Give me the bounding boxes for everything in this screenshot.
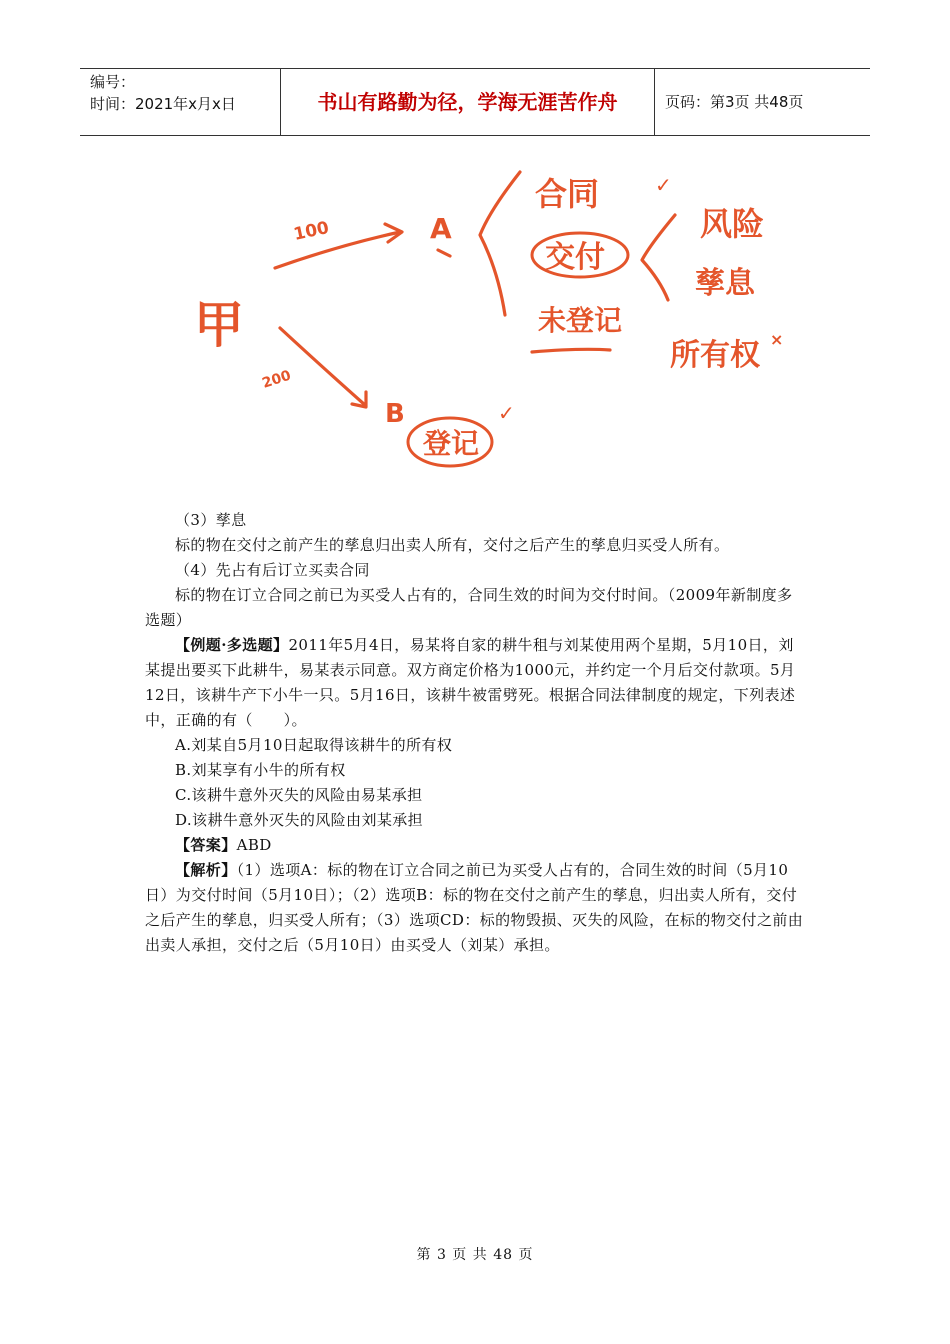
example-text: 2011年5月4日，易某将自家的耕牛租与刘某使用两个星期，5月10日，刘某提出要买下此耕牛，易某表示同意。双方商定价格为1000元，并约定一个月后交付款项。5月12日，该耕牛产下小牛一只。5月16日，该耕牛被雷劈死。根据合同法律制度的规定，下列表述中，正确的有（ ）。 <box>145 636 796 729</box>
check-registered: ✓ <box>498 401 515 425</box>
example-paragraph <box>145 633 807 733</box>
heading-possession: （4）先占有后订立买卖合同 <box>175 561 370 579</box>
option-c: C.该耕牛意外灭失的风险由易某承担 <box>175 786 423 804</box>
header-meta-cell <box>80 69 281 135</box>
a-mark <box>438 250 450 256</box>
answer-label: 【答案】 <box>175 836 237 854</box>
analysis-label: 【解析】 <box>175 861 237 879</box>
option-d: D.该耕牛意外灭失的风险由刘某承担 <box>175 811 424 829</box>
b-item-registered: 登记 <box>423 427 480 460</box>
amount-a: 100 <box>291 217 331 245</box>
main-content <box>145 508 807 958</box>
sub-item-risk: 风险 <box>700 205 765 243</box>
option-b: B.刘某享有小牛的所有权 <box>175 761 346 779</box>
amount-b: 200 <box>260 367 294 392</box>
analysis-paragraph <box>145 858 807 958</box>
party-a: A <box>430 212 452 245</box>
page-label: 页码：第3页 共48页 <box>665 93 804 111</box>
a-item-contract: 合同 <box>535 175 600 213</box>
arrow-to-b <box>280 328 365 405</box>
header-table <box>80 68 870 136</box>
example-label: 【例题·多选题】 <box>175 636 289 654</box>
unregistered-underline <box>532 349 610 352</box>
analysis-text: （1）选项A：标的物在订立合同之前已为买受人占有的，合同生效的时间（5月10日）为交付时间（5月10日）；（2）选项B：标的物在交付之前产生的孳息，归出卖人所有，交付之后产生的孳息，归买受人所有；（3）选项CD：标的物毁损、灭失的风险，在标的物交付之前由出卖人承担，交付之后（5月10日）由买受人（刘某）承担。 <box>145 861 804 954</box>
party-b: B <box>385 399 405 429</box>
motto: 书山有路勤为径，学海无涯苦作舟 <box>281 69 655 135</box>
sub-item-ownership: 所有权 <box>670 338 760 373</box>
paragraph-fruits: 标的物在交付之前产生的孳息归出卖人所有，交付之后产生的孳息归买受人所有。 <box>175 536 730 554</box>
heading-fruits: （3）孳息 <box>175 511 247 529</box>
answer-value: ABD <box>236 836 272 854</box>
a-item-unregistered: 未登记 <box>538 304 623 337</box>
number-label: 编号： <box>90 73 136 91</box>
party-jia: 甲 <box>194 296 244 354</box>
handwritten-diagram <box>180 150 820 490</box>
answer-paragraph <box>145 833 807 858</box>
option-a: A.刘某自5月10日起取得该耕牛的所有权 <box>175 736 453 754</box>
cross-ownership: × <box>770 330 784 349</box>
a-bracket <box>480 172 520 315</box>
check-contract: ✓ <box>655 173 672 197</box>
paragraph-possession: 标的物在订立合同之前已为买受人占有的，合同生效的时间为交付时间。（2009年新制度多选题） <box>145 586 793 629</box>
sub-item-fruits: 孳息 <box>695 266 755 301</box>
sub-bracket <box>642 215 675 300</box>
time-label: 时间：2021年x月x日 <box>90 95 236 113</box>
a-item-delivery: 交付 <box>545 240 605 275</box>
page-footer: 第 3 页 共 48 页 <box>416 1247 534 1263</box>
